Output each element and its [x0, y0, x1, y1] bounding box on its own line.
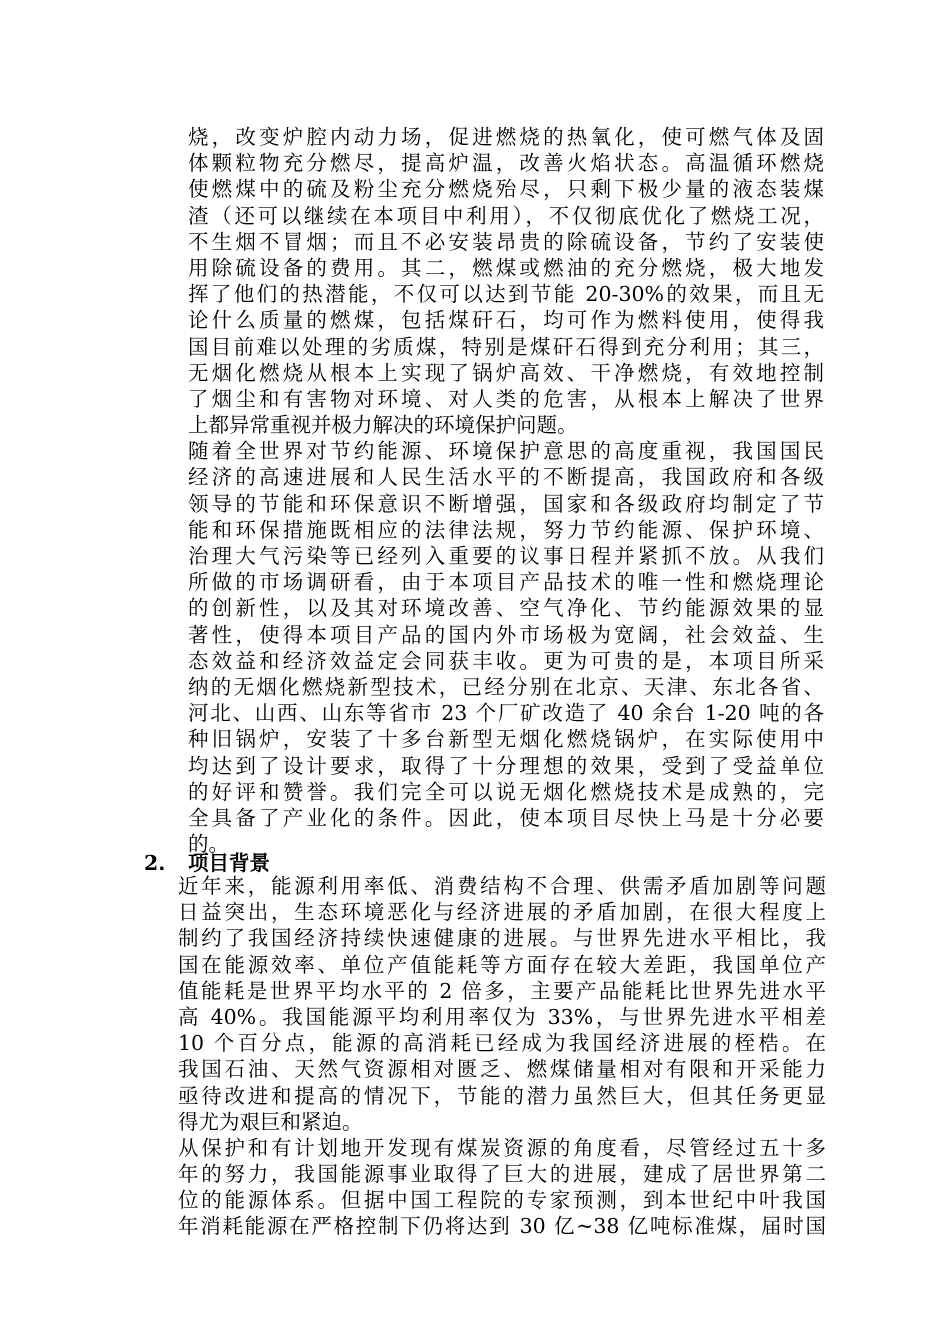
- text-line: 无烟化燃烧从根本上实现了锅炉高效、干净燃烧，有效地控制: [188, 360, 824, 385]
- text-line: 挥了他们的热潜能，不仅可以达到节能 20-30%的效果，而且无: [188, 282, 824, 307]
- text-line: 所做的市场调研看，由于本项目产品技术的唯一性和燃烧理论: [188, 570, 824, 595]
- text-line: 河北、山西、山东等省市 23 个厂矿改造了 40 余台 1-20 吨的各: [188, 701, 824, 726]
- text-line: 渣（还可以继续在本项目中利用），不仅彻底优化了燃烧工况，: [188, 203, 824, 228]
- text-line: 亟待改进和提高的情况下，节能的潜力虽然巨大，但其任务更显: [178, 1083, 826, 1108]
- text-line: 领导的节能和环保意识不断增强，国家和各级政府均制定了节: [188, 491, 824, 516]
- text-line: 体颗粒物充分燃尽，提高炉温，改善火焰状态。高温循环燃烧: [188, 151, 824, 176]
- text-line: 位的能源体系。但据中国工程院的专家预测，到本世纪中叶我国: [178, 1188, 826, 1213]
- text-line: 了烟尘和有害物对环境、对人类的危害，从根本上解决了世界: [188, 386, 824, 411]
- paragraph-continued: [188, 124, 824, 857]
- text-line: 我国石油、天然气资源相对匮乏、燃煤储量相对有限和开采能力: [178, 1057, 826, 1082]
- text-line: 均达到了设计要求，取得了十分理想的效果，受到了受益单位: [188, 753, 824, 778]
- paragraph-background: [178, 873, 826, 1240]
- text-line: 论什么质量的燃煤，包括煤矸石，均可作为燃料使用，使得我: [188, 308, 824, 333]
- text-line: 年的努力，我国能源事业取得了巨大的进展，建成了居世界第二: [178, 1162, 826, 1187]
- text-line: 10 个百分点，能源的高消耗已经成为我国经济进展的桎梏。在: [178, 1031, 826, 1056]
- text-line: 国在能源效率、单位产值能耗等方面存在较大差距，我国单位产: [178, 952, 826, 977]
- text-line: 的创新性，以及其对环境改善、空气净化、节约能源效果的显: [188, 596, 824, 621]
- text-line: 制约了我国经济持续快速健康的进展。与世界先进水平相比，我: [178, 926, 826, 951]
- text-line: 高 40%。我国能源平均利用率仅为 33%，与世界先进水平相差: [178, 1004, 826, 1029]
- section-title: 项目背景: [188, 851, 270, 875]
- text-line: 随着全世界对节约能源、环境保护意思的高度重视，我国国民: [188, 439, 824, 464]
- text-line: 纳的无烟化燃烧新型技术，已经分别在北京、天津、东北各省、: [188, 674, 824, 699]
- text-line: 态效益和经济效益定会同获丰收。更为可贵的是，本项目所采: [188, 648, 824, 673]
- text-line: 的好评和赞誉。我们完全可以说无烟化燃烧技术是成熟的，完: [188, 779, 824, 804]
- text-line: 经济的高速进展和人民生活水平的不断提高，我国政府和各级: [188, 465, 824, 490]
- section-number: 2.: [144, 851, 166, 875]
- text-line: 得尤为艰巨和紧迫。: [178, 1109, 363, 1134]
- text-line: 从保护和有计划地开发现有煤炭资源的角度看，尽管经过五十多: [178, 1135, 826, 1160]
- text-line: 值能耗是世界平均水平的 2 倍多，主要产品能耗比世界先进水平: [178, 978, 826, 1003]
- text-line: 著性，使得本项目产品的国内外市场极为宽阔，社会效益、生: [188, 622, 824, 647]
- text-line: 年消耗能源在严格控制下仍将达到 30 亿~38 亿吨标准煤，届时国: [178, 1214, 826, 1239]
- text-line: 使燃煤中的硫及粉尘充分燃烧殆尽，只剩下极少量的液态装煤: [188, 177, 824, 202]
- text-line: 用除硫设备的费用。其二，燃煤或燃油的充分燃烧，极大地发: [188, 255, 824, 280]
- text-line: 全具备了产业化的条件。因此，使本项目尽快上马是十分必要: [188, 805, 824, 830]
- text-line: 烧，改变炉腔内动力场，促进燃烧的热氧化，使可燃气体及固: [188, 125, 824, 149]
- text-line: 日益突出，生态环境恶化与经济进展的矛盾加剧，在很大程度上: [178, 900, 826, 925]
- text-line: 近年来，能源利用率低、消费结构不合理、供需矛盾加剧等问题: [178, 874, 826, 898]
- text-line: 治理大气污染等已经列入重要的议事日程并紧抓不放。从我们: [188, 544, 824, 568]
- text-line: 国目前难以处理的劣质煤，特别是煤矸石得到充分利用；其三，: [188, 334, 824, 359]
- text-line: 种旧锅炉，安装了十多台新型无烟化燃烧锅炉，在实际使用中: [188, 727, 824, 752]
- text-line: 能和环保措施既相应的法律法规，努力节约能源、保护环境、: [188, 517, 824, 542]
- text-line: 的。: [188, 832, 229, 857]
- text-line: 上都异常重视并极力解决的环境保护问题。: [188, 413, 578, 438]
- text-line: 不生烟不冒烟；而且不必安装昂贵的除硫设备，节约了安装使: [188, 229, 824, 254]
